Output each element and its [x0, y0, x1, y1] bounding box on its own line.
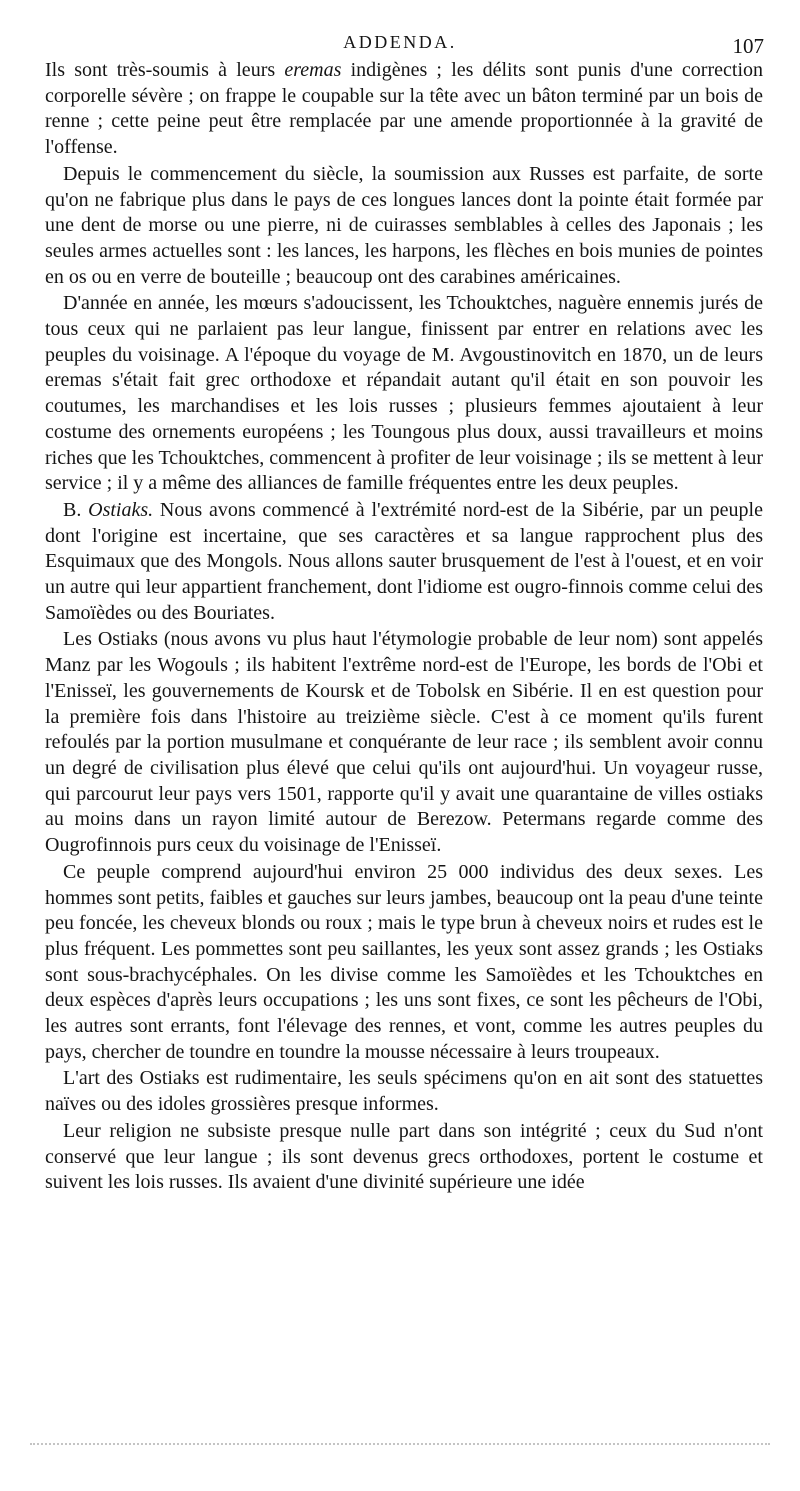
paragraph-5: Les Ostiaks (nous avons vu plus haut l'étymologie probable de leur nom) sont appelés Manz par les Wogouls ; ils habitent l'extrême nord-est de l'Europe, les bords de l'Obi et l'Enisseï, les gouvernements de Koursk et de Tobolsk en Sibérie. Il en est question pour la première fois dans l'histoire au treizième siècle. C'est à ce moment qu'ils furent refoulés par la portion musulmane et conquérante de leur race ; ils semblent avoir connu un degré de civilisation plus élevé que celui qu'ils ont aujourd'hui. Un voyageur russe, qui parcourut leur pays vers 1501, rapporte qu'il y avait une quarantaine de villes ostiaks au moins dans un rayon limité autour de Berezow. Petermans regarde comme des Ougrofinnois purs ceux du voisinage de l'Enisseï. [45, 628, 763, 857]
italic-term: eremas [284, 59, 342, 81]
paragraph-3: D'année en année, les mœurs s'adoucissent, les Tchouktches, naguère ennemis jurés de tous ceux qui ne parlaient pas leur langue, finissent par entrer en relations avec les peuples du voisinage. A l'époque du voyage de M. Avgoustinovitch en 1870, un de leurs eremas s'était fait grec orthodoxe et répandait autant qu'il était en son pouvoir les coutumes, les marchandises et les lois russes ; plusieurs femmes ajoutaient à leur costume des ornements européens ; les Toungous plus doux, aussi travailleurs et moins riches que les Tchouktches, commencent à profiter de leur voisinage ; ils se mettent à leur service ; il y a même des alliances de famille fréquentes entre les deux peuples. [45, 292, 763, 495]
body-text [45, 58, 763, 1197]
paragraph-4: B. Ostiaks. Nous avons commencé à l'extrémité nord-est de la Sibérie, par un peuple dont l'origine est incertaine, que ses caractères et sa langue rapprochent plus des Esquimaux que des Mongols. Nous allons sauter brusquement de l'est à l'ouest, et en voir un autre qui leur appartient franchement, dont l'idiome est ougro-finnois comme celui des Samoïèdes ou des Bouriates. [45, 498, 763, 624]
paragraph-7: L'art des Ostiaks est rudimentaire, les seuls spécimens qu'on en ait sont des statuettes naïves ou des idoles grossières presque informes. [45, 1067, 763, 1116]
paragraph-2: Depuis le commencement du siècle, la soumission aux Russes est parfaite, de sorte qu'on ne fabrique plus dans le pays de ces longues lances dont la pointe était formée par une dent de morse ou une pierre, ni de cuirasses semblables à celles des Japonais ; les seules armes actuelles sont : les lances, les harpons, les flèches en bois munies de pointes en os ou en verre de bouteille ; beaucoup ont des carabines américaines. [45, 162, 763, 288]
section-title: ADDENDA. [343, 32, 457, 52]
page-number: 107 [732, 34, 764, 58]
paragraph-6: Ce peuple comprend aujourd'hui environ 25 000 individus des deux sexes. Les hommes sont petits, faibles et gauches sur leurs jambes, beaucoup ont la peau d'une teinte peu foncée, les cheveux blonds ou roux ; mais le type brun à cheveux noirs et rudes est le plus fréquent. Les pommettes sont peu saillantes, les yeux sont assez grands ; les Ostiaks sont sous-brachycéphales. On les divise comme les Samoïèdes et les Tchouktches en deux espèces d'après leurs occupations ; les uns sont fixes, ce sont les pêcheurs de l'Obi, les autres sont errants, font l'élevage des rennes, et vont, comme les autres peuples du pays, chercher de toundre en toundre la mousse nécessaire à leurs troupeaux. [45, 860, 763, 1063]
section-heading: Ostiaks. [88, 498, 154, 521]
page-bottom-divider [30, 1443, 770, 1451]
paragraph-8: Leur religion ne subsiste presque nulle part dans son intégrité ; ceux du Sud n'ont conservé que leur langue ; ils sont devenus grecs orthodoxes, portent le costume et suivent les lois russes. Ils avaient d'une divinité supérieure une idée [45, 1119, 763, 1194]
paragraph-1: Ils sont très-soumis à leurs eremas indigènes ; les délits sont punis d'une correction corporelle sévère ; on frappe le coupable sur la tête avec un bâton terminé par un bois de renne ; cette peine peut être remplacée par une amende proportionnée à la gravité de l'offense. [45, 59, 763, 159]
running-head [0, 24, 800, 58]
section-label: B. [63, 498, 89, 521]
